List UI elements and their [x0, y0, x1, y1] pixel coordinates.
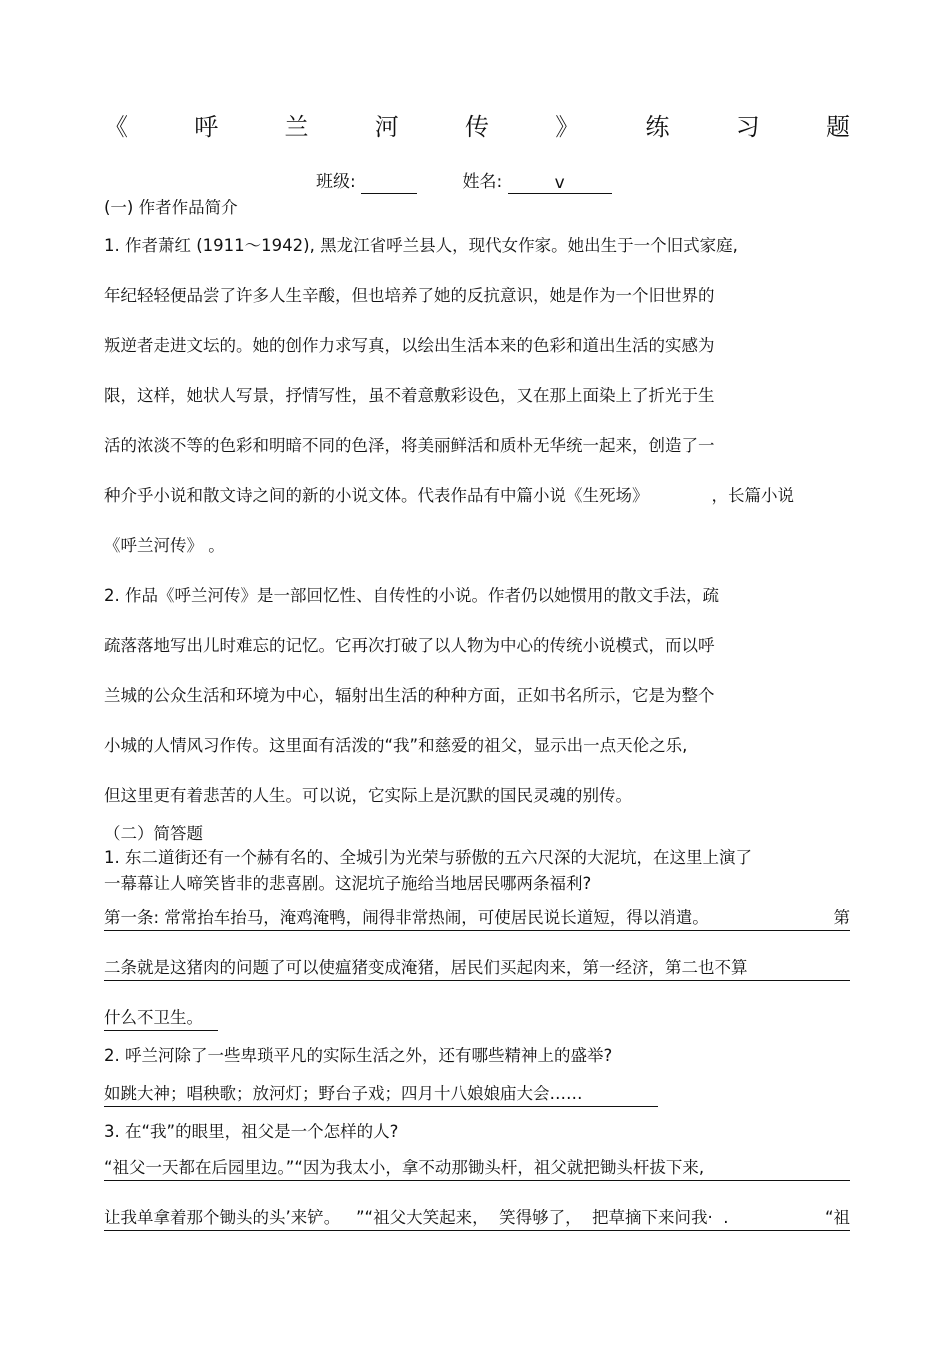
student-info [316, 170, 612, 194]
para1-line: 活的浓淡不等的色彩和明暗不同的色泽，将美丽鲜活和质朴无华统一起来，创造了一 [104, 436, 715, 455]
para1-line: 叛逆者走进文坛的。她的创作力求写真，以绘出生活本来的色彩和道出生活的实感为 [104, 336, 715, 355]
para1-line: 限，这样，她状人写景，抒情写性，虽不着意敷彩设色，又在那上面染上了折光于生 [104, 386, 715, 405]
title-char: 题 [826, 113, 850, 141]
answer-3-text: 让我单拿着那个锄头的头’来铲。 ”“祖父大笑起来， 笑得够了， 把草摘下来问我· . [104, 1208, 729, 1227]
section2-heading: （二）简答题 [104, 824, 203, 843]
para1-line: 种介乎小说和散文诗之间的新的小说文体。代表作品有中篇小说《生死场》 ，长篇小说 [104, 486, 794, 505]
para1-line: 年纪轻轻便品尝了许多人生辛酸，但也培养了她的反抗意识，她是作为一个旧世界的 [104, 286, 715, 305]
title-char: 河 [374, 113, 399, 141]
question-3: 3. 在“我”的眼里，祖父是一个怎样的人? [104, 1122, 399, 1141]
para1-line: 1. 作者萧红 (1911～1942), 黑龙江省呼兰县人，现代女作家。她出生于一个旧式家庭, [104, 236, 738, 255]
title-char: 习 [735, 113, 760, 141]
answer-3-line-2 [104, 1206, 850, 1231]
title-char: 练 [645, 113, 670, 141]
name-label: 姓名: [462, 172, 503, 192]
para2-line: 小城的人情风习作传。这里面有活泼的“我”和慈爱的祖父，显示出一点天伦之乐, [104, 736, 688, 755]
page-title [104, 112, 850, 142]
para2-line: 疏落落地写出儿时难忘的记忆。它再次打破了以人物为中心的传统小说模式，而以呼 [104, 636, 715, 655]
answer-1-line-1 [104, 906, 850, 931]
answer-3-line-1: “祖父一天都在后园里边。”“因为我太小，拿不动那锄头杆，祖父就把锄头杆拔下来, [104, 1156, 850, 1181]
answer-1-line-2: 二条就是这猪肉的问题了可以使瘟猪变成淹猪，居民们买起肉来，第一经济，第二也不算 [104, 956, 850, 981]
question-2: 2. 呼兰河除了一些卑琐平凡的实际生活之外，还有哪些精神上的盛举? [104, 1046, 613, 1065]
answer-3-text: “祖 [824, 1208, 850, 1227]
para2-line: 兰城的公众生活和环境为中心，辐射出生活的种种方面，正如书名所示，它是为整个 [104, 686, 715, 705]
para1-line: 《呼兰河传》 。 [104, 536, 225, 555]
answer-1-line-3: 什么不卫生。 [104, 1006, 218, 1031]
answer-2: 如跳大神；唱秧歌；放河灯；野台子戏；四月十八娘娘庙大会…… [104, 1082, 658, 1107]
name-field[interactable]: v [508, 171, 612, 194]
class-label: 班级: [316, 172, 356, 192]
para2-line: 2. 作品《呼兰河传》是一部回忆性、自传性的小说。作者仍以她惯用的散文手法，疏 [104, 586, 719, 605]
section1-heading: (一) 作者作品简介 [104, 198, 238, 217]
para2-line: 但这里更有着悲苦的人生。可以说，它实际上是沉默的国民灵魂的别传。 [104, 786, 632, 805]
question-1-line: 1. 东二道街还有一个赫有名的、全城引为光荣与骄傲的五六尺深的大泥坑，在这里上演了 [104, 848, 752, 867]
title-char: 》 [555, 113, 580, 141]
answer-1-text: 第 [833, 908, 850, 927]
title-char: 呼 [194, 113, 219, 141]
title-char: 传 [465, 113, 489, 141]
class-field[interactable] [361, 171, 417, 194]
answer-1-text: 第一条: 常常抬车抬马，淹鸡淹鸭，闹得非常热闹，可使居民说长道短，得以消遣。 [104, 908, 709, 927]
title-char: 《 [104, 113, 128, 141]
title-char: 兰 [284, 113, 309, 141]
question-1-line: 一幕幕让人啼笑皆非的悲喜剧。这泥坑子施给当地居民哪两条福利? [104, 874, 592, 893]
